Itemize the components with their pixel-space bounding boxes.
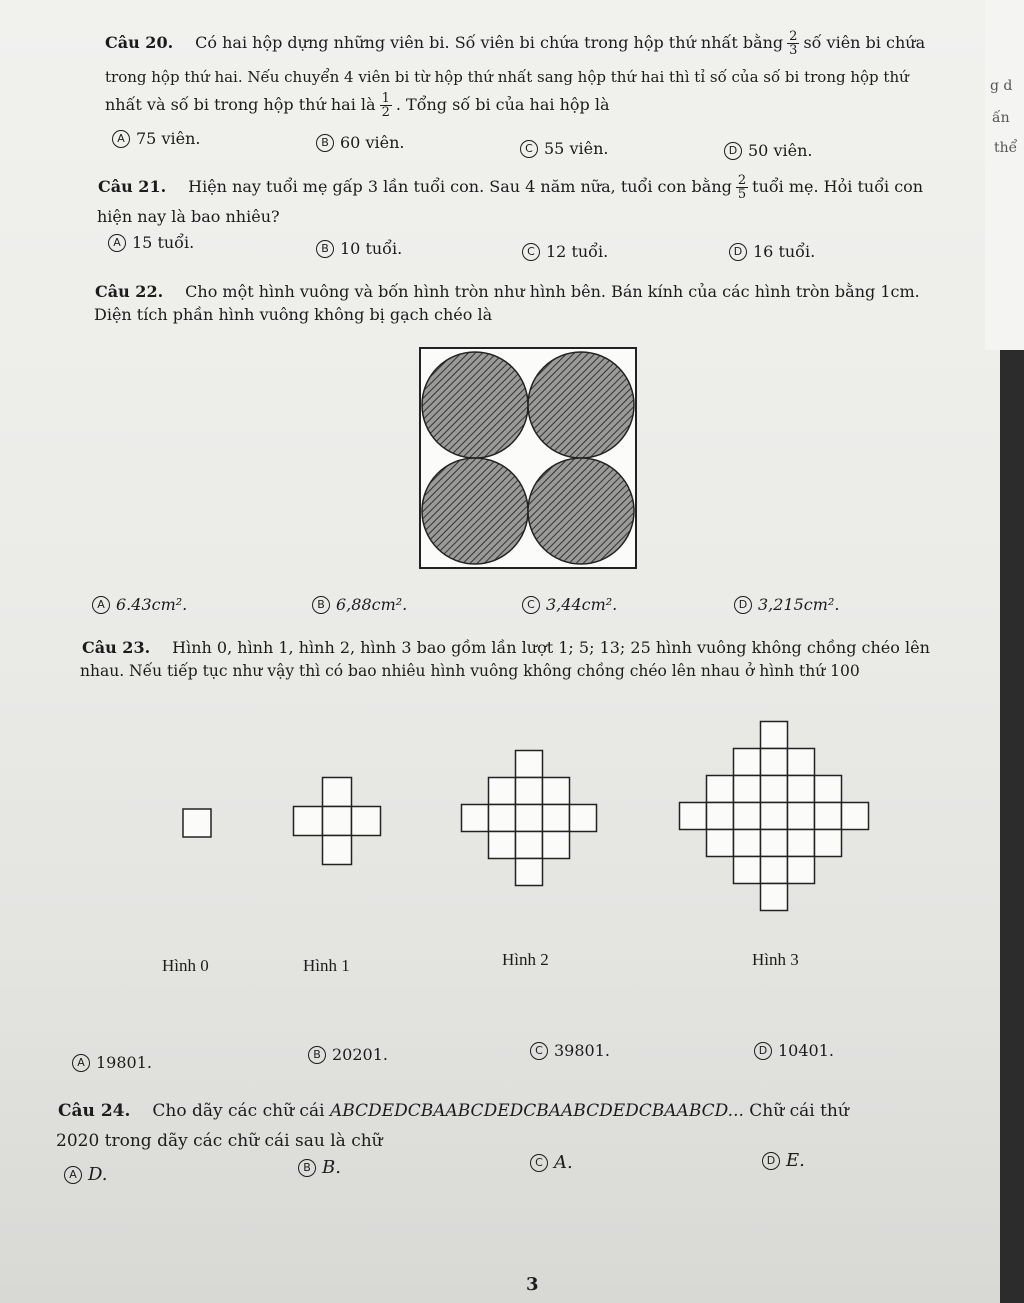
pattern-square	[183, 809, 211, 837]
pattern-square	[543, 805, 570, 832]
pattern-square	[761, 857, 788, 884]
page-number: 3	[526, 1274, 539, 1295]
letter-sequence: ABCDEDCBAABCDEDCBAABCDEDCBAABCD...	[329, 1101, 744, 1121]
pattern-square	[842, 803, 869, 830]
pattern-square	[788, 749, 815, 776]
question-21-line2: hiện nay là bao nhiêu?	[97, 207, 280, 226]
pattern-square	[761, 803, 788, 830]
pattern-square	[815, 830, 842, 857]
adjacent-page-edge	[985, 0, 1024, 350]
pattern-square	[543, 832, 570, 859]
pattern-square	[294, 807, 323, 836]
pattern-square	[489, 778, 516, 805]
question-20-line2: trong hộp thứ hai. Nếu chuyển 4 viên bi từ hộp thứ nhất sang hộp thứ hai thì tỉ số của số bi trong hộp thứ	[105, 68, 909, 86]
pattern-square	[707, 776, 734, 803]
pattern-square	[516, 751, 543, 778]
question-number: Câu 24.	[58, 1101, 131, 1121]
square-pattern-figures	[0, 700, 1000, 940]
circle	[422, 458, 528, 564]
option-c[interactable]: C 3,44cm².	[522, 594, 617, 616]
pattern-square	[734, 803, 761, 830]
margin-fragment: thể	[994, 140, 1018, 156]
pattern-square	[734, 749, 761, 776]
pattern-square	[734, 857, 761, 884]
question-23-line2: nhau. Nếu tiếp tục như vậy thì có bao nhiêu hình vuông không chồng chéo lên nhau ở hình thứ 100	[80, 662, 860, 680]
pattern-square	[761, 884, 788, 911]
option-a[interactable]: A 6.43cm².	[92, 594, 187, 616]
pattern-square	[489, 805, 516, 832]
option-c[interactable]: C 12 tuổi.	[522, 241, 608, 263]
background-surface	[1000, 350, 1024, 1303]
figure-label: Hình 0	[162, 956, 209, 975]
pattern-square	[815, 803, 842, 830]
pattern-square	[680, 803, 707, 830]
option-c[interactable]: C A.	[530, 1152, 573, 1174]
pattern-square	[815, 776, 842, 803]
question-23: Câu 23. Hình 0, hình 1, hình 2, hình 3 bao gồm lần lượt 1; 5; 13; 25 hình vuông không chồng chéo lên	[82, 638, 930, 657]
pattern-square	[516, 859, 543, 886]
pattern-square	[761, 749, 788, 776]
question-20	[105, 30, 965, 57]
pattern-square	[462, 805, 489, 832]
question-text: Có hai hộp dựng những viên bi. Số viên bi chứa trong hộp thứ nhất bằng	[195, 33, 784, 52]
pattern-square	[323, 778, 352, 807]
pattern-square	[323, 807, 352, 836]
circle	[422, 352, 528, 458]
question-24: Câu 24. Cho dãy các chữ cái ABCDEDCBAABCDEDCBAABCDEDCBAABCD... Chữ cái thứ	[58, 1101, 849, 1121]
question-22-line2: Diện tích phần hình vuông không bị gạch chéo là	[94, 305, 493, 324]
option-b[interactable]: B 60 viên.	[316, 132, 404, 154]
margin-fragment: ấn	[992, 110, 1010, 126]
option-a[interactable]: A 75 viên.	[112, 128, 200, 150]
figure-label: Hình 1	[303, 956, 350, 975]
option-a[interactable]: A 15 tuổi.	[108, 232, 194, 254]
question-text: số viên bi chứa	[803, 33, 926, 52]
option-d[interactable]: D E.	[762, 1150, 805, 1172]
pattern-square	[788, 857, 815, 884]
option-a[interactable]: A 19801.	[72, 1052, 152, 1074]
option-d[interactable]: D 3,215cm².	[734, 594, 839, 616]
question-number: Câu 21.	[98, 177, 167, 196]
option-b[interactable]: B B.	[298, 1157, 341, 1179]
circle	[528, 352, 634, 458]
pattern-square	[761, 830, 788, 857]
option-b[interactable]: B 6,88cm².	[312, 594, 407, 616]
square-circles-figure	[418, 346, 640, 572]
question-21: Câu 21. Hiện nay tuổi mẹ gấp 3 lần tuổi con. Sau 4 năm nữa, tuổi con bằng $\frac{2}{5}$ tuổi mẹ. Hỏi tuổi con	[98, 173, 924, 202]
pattern-square	[352, 807, 381, 836]
option-b[interactable]: B 10 tuổi.	[316, 238, 402, 260]
question-number: Câu 23.	[82, 638, 151, 657]
question-number: Câu 20.	[105, 33, 174, 52]
pattern-square	[788, 830, 815, 857]
option-c[interactable]: C 39801.	[530, 1040, 610, 1062]
question-22: Câu 22. Cho một hình vuông và bốn hình tròn như hình bên. Bán kính của các hình tròn bằng 1cm.	[95, 282, 920, 301]
question-20-line3: nhất và số bi trong hộp thứ hai là $\frac{1}{2}$ . Tổng số bi của hai hộp là	[105, 91, 610, 120]
option-d[interactable]: D 10401.	[754, 1040, 834, 1062]
pattern-square	[543, 778, 570, 805]
pattern-square	[570, 805, 597, 832]
pattern-square	[788, 803, 815, 830]
pattern-square	[734, 830, 761, 857]
pattern-square	[761, 776, 788, 803]
option-d[interactable]: D 50 viên.	[724, 140, 812, 162]
question-24-line2: 2020 trong dãy các chữ cái sau là chữ	[56, 1131, 383, 1151]
pattern-square	[516, 778, 543, 805]
circle	[528, 458, 634, 564]
figure-label: Hình 2	[502, 950, 549, 969]
question-number: Câu 22.	[95, 282, 164, 301]
option-a[interactable]: A D.	[64, 1164, 108, 1186]
option-b[interactable]: B 20201.	[308, 1044, 388, 1066]
pattern-square	[707, 803, 734, 830]
pattern-square	[707, 830, 734, 857]
pattern-square	[516, 832, 543, 859]
figure-label: Hình 3	[752, 950, 799, 969]
option-c[interactable]: C 55 viên.	[520, 138, 608, 160]
option-d[interactable]: D 16 tuổi.	[729, 241, 815, 263]
pattern-square	[516, 805, 543, 832]
fraction: $\frac{1}{2}$	[381, 91, 390, 120]
pattern-square	[323, 836, 352, 865]
pattern-square	[489, 832, 516, 859]
pattern-square	[761, 722, 788, 749]
fraction: $\frac{2}{5}$	[737, 173, 747, 202]
fraction: $\frac{2}{3}$	[789, 29, 798, 58]
pattern-square	[788, 776, 815, 803]
pattern-square	[734, 776, 761, 803]
margin-fragment: g d	[990, 78, 1013, 94]
